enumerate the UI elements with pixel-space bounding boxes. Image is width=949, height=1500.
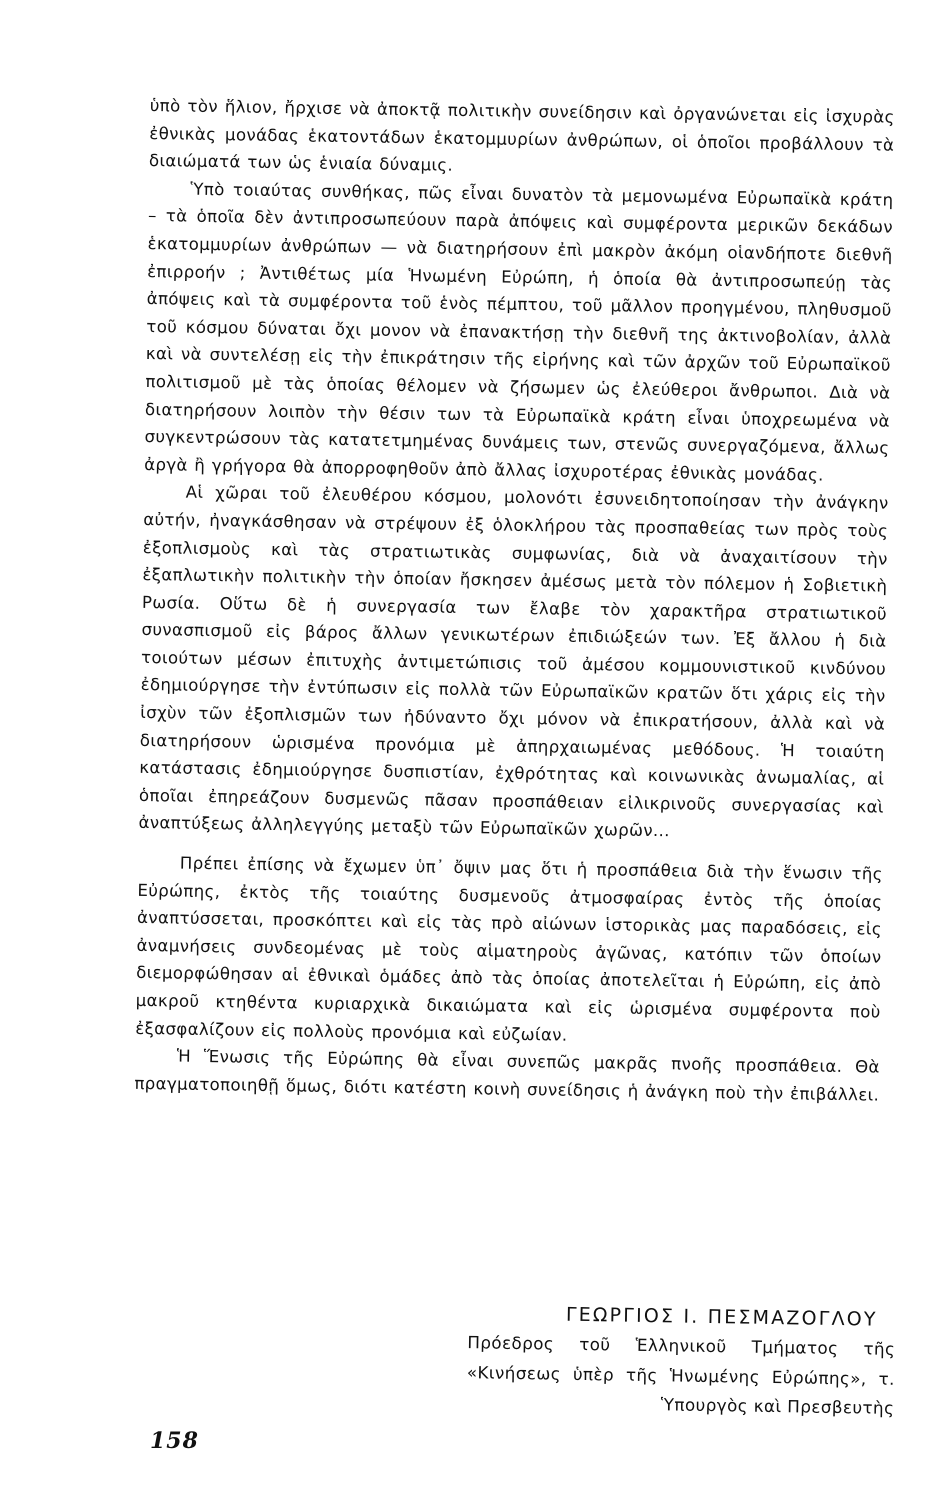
paragraph-conclusion: Ἡ Ἕνωσις τῆς Εὐρώπης θὰ εἶναι συνεπῶς μακρᾶς πνοῆς προσπάθεια. Θὰ πραγματοποιηθῇ ὅμως, διότι κατέστη κοινὴ συνείδησις ἡ ἀνάγκη ποὺ τὴν ἐπιβάλλει. bbox=[134, 1046, 880, 1105]
signature-block bbox=[454, 1298, 896, 1423]
paragraph-continuation: ὑπὸ τὸν ἥλιον, ἤρχισε νὰ ἀποκτᾷ πολιτικὴν συνείδησιν καὶ ὀργανώνεται εἰς ἰσχυρὰς ἐθνικὰς μονάδας ἑκατοντάδων ἑκατομμυρίων ἀνθρώπων, οἱ ὁποῖοι προβάλλουν τὰ διαιώματά των ὡς ἑνιαία δύναμις. bbox=[148, 95, 895, 175]
author-name: ΓΕΩΡΓΙΟΣ Ι. ΠΕΣΜΑΖΟΓΛΟΥ bbox=[565, 1303, 878, 1331]
paragraph-european-states: Ὑπὸ τοιαύτας συνθήκας, πῶς εἶναι δυνατὸν τὰ μεμονωμένα Εὐρωπαϊκὰ κράτη – τὰ ὁποῖα δὲν ἀντιπροσωπεύουν παρὰ ἀπόψεις καὶ συμφέροντα μερικῶν δεκάδων ἑκατομμυρίων ἀνθρώπων — νὰ διατηρήσουν ἐπὶ μακρὸν ἀκόμη οἱανδήποτε διεθνῆ ἐπιρροήν ; Ἀντιθέτως μία Ἡνωμένη Εὐρώπη, ἡ ὁποία θὰ ἀντιπροσωπεύῃ τὰς ἀπόψεις καὶ τὰ συμφέροντα τοῦ ἑνὸς πέμπτου, τοῦ μᾶλλον προηγμένου, πληθυσμοῦ τοῦ κόσμου δύναται ὄχι μονον νὰ ἐπανακτήσῃ τὴν διεθνῆ της ἀκτινοβολίαν, ἀλλὰ καὶ νὰ συντελέσῃ εἰς τὴν ἐπικράτησιν τῆς εἰρήνης καὶ τῶν ἀρχῶν τοῦ Εὐρωπαϊκοῦ πολιτισμοῦ μὲ τὰς ὁποίας θέλομεν νὰ ζήσωμεν ὡς ἐλεύθεροι ἄνθρωποι. Διὰ νὰ διατηρήσουν λοιπὸν τὴν θέσιν των τὰ Εὐρωπαϊκὰ κράτη εἶναι ὑποχρεωμένα νὰ συγκεντρώσουν τὰς κατατετμημένας δυνάμεις των, στενῶς συνεργαζόμενα, ἄλλως ἀργὰ ἢ γρήγορα θὰ ἀπορροφηθοῦν ἀπὸ ἄλλας ἰσχυροτέρας ἐθνικὰς μονάδας. bbox=[144, 179, 894, 485]
page-number: 158 bbox=[150, 1428, 199, 1454]
paragraph-free-world: Αἱ χῶραι τοῦ ἐλευθέρου κόσμου, μολονότι ἐσυνειδητοποίησαν τὴν ἀνάγκην αὐτήν, ἠναγκάσθησαν νὰ στρέψουν ἐξ ὁλοκλήρου τὰς προσπαθείας των πρὸς τοὺς ἐξοπλισμοὺς καὶ τὰς στρατιωτικὰς συμφωνίας, διὰ νὰ ἀναχαιτίσουν τὴν ἐξαπλωτικὴν πολιτικὴν τὴν ὁποίαν ἤσκησεν ἀμέσως μετὰ τὸν πόλεμον ἡ Σοβιετικὴ Ρωσία. Οὕτω δὲ ἡ συνεργασία των ἔλαβε τὸν χαρακτῆρα στρατιωτικοῦ συνασπισμοῦ εἰς βάρος ἄλλων γενικωτέρων ἐπιδιώξεών των. Ἐξ ἄλλου ἡ διὰ τοιούτων μέσων ἐπιτυχὴς ἀντιμετώπισις τοῦ ἀμέσου κομμουνιστικοῦ κινδύνου ἐδημιούργησε τὴν ἐντύπωσιν εἰς πολλὰ τῶν Εὐρωπαϊκῶν κρατῶν ὅτι χάρις εἰς τὴν ἰσχὺν τῶν ἐξοπλισμῶν των ἠδύναντο ὄχι μόνον νὰ ἐπικρατήσουν, ἀλλὰ καὶ νὰ διατηρήσουν ὡρισμένα προνόμια μὲ ἀπηρχαιωμένας μεθόδους. Ἡ τοιαύτη κατάστασις ἐδημιούργησε δυσπιστίαν, ἐχθρότητας καὶ κοινωνικὰς ἀνωμαλίας, αἱ ὁποῖαι ἐπηρεάζουν δυσμενῶς πᾶσαν προσπάθειαν εἰλικρινοῦς συνεργασίας καὶ ἀναπτύξεως ἀλληλεγγύης μεταξὺ τῶν Εὐρωπαϊκῶν χωρῶν... bbox=[138, 482, 889, 841]
author-title: Πρόεδρος τοῦ Ἑλληνικοῦ Τμήματος τῆς «Κινήσεως ὑπὲρ τῆς Ἡνωμένης Εὐρώπης», τ. Ὑπουργὸς καὶ Πρεσβευτὴς bbox=[466, 1332, 896, 1418]
paragraph-traditions: Πρέπει ἐπίσης νὰ ἔχωμεν ὑπ᾿ ὄψιν μας ὅτι ἡ προσπάθεια διὰ τὴν ἕνωσιν τῆς Εὐρώπης, ἐκτὸς τῆς τοιαύτης δυσμενοῦς ἀτμοσφαίρας ἐντὸς τῆς ὁποίας ἀναπτύσσεται, προσκόπτει καὶ εἰς τὰς πρὸ αἰώνων ἱστορικὰς μας παραδόσεις, εἰς ἀναμνήσεις συνδεομένας μὲ τοὺς αἱματηροὺς ἀγῶνας, κατόπιν τῶν ὁποίων διεμορφώθησαν αἱ ἐθνικαὶ ὁμάδες ἀπὸ τὰς ὁποίας ἀποτελεῖται ἡ Εὐρώπη, εἰς ἀπὸ μακροῦ κτηθέντα κυριαρχικὰ δικαιώματα καὶ εἰς ὡρισμένα συμφέροντα ποὺ ἐξασφαλίζουν εἰς πολλοὺς προνόμια καὶ εὐζωίαν. bbox=[135, 853, 883, 1045]
body-text bbox=[134, 92, 895, 1109]
